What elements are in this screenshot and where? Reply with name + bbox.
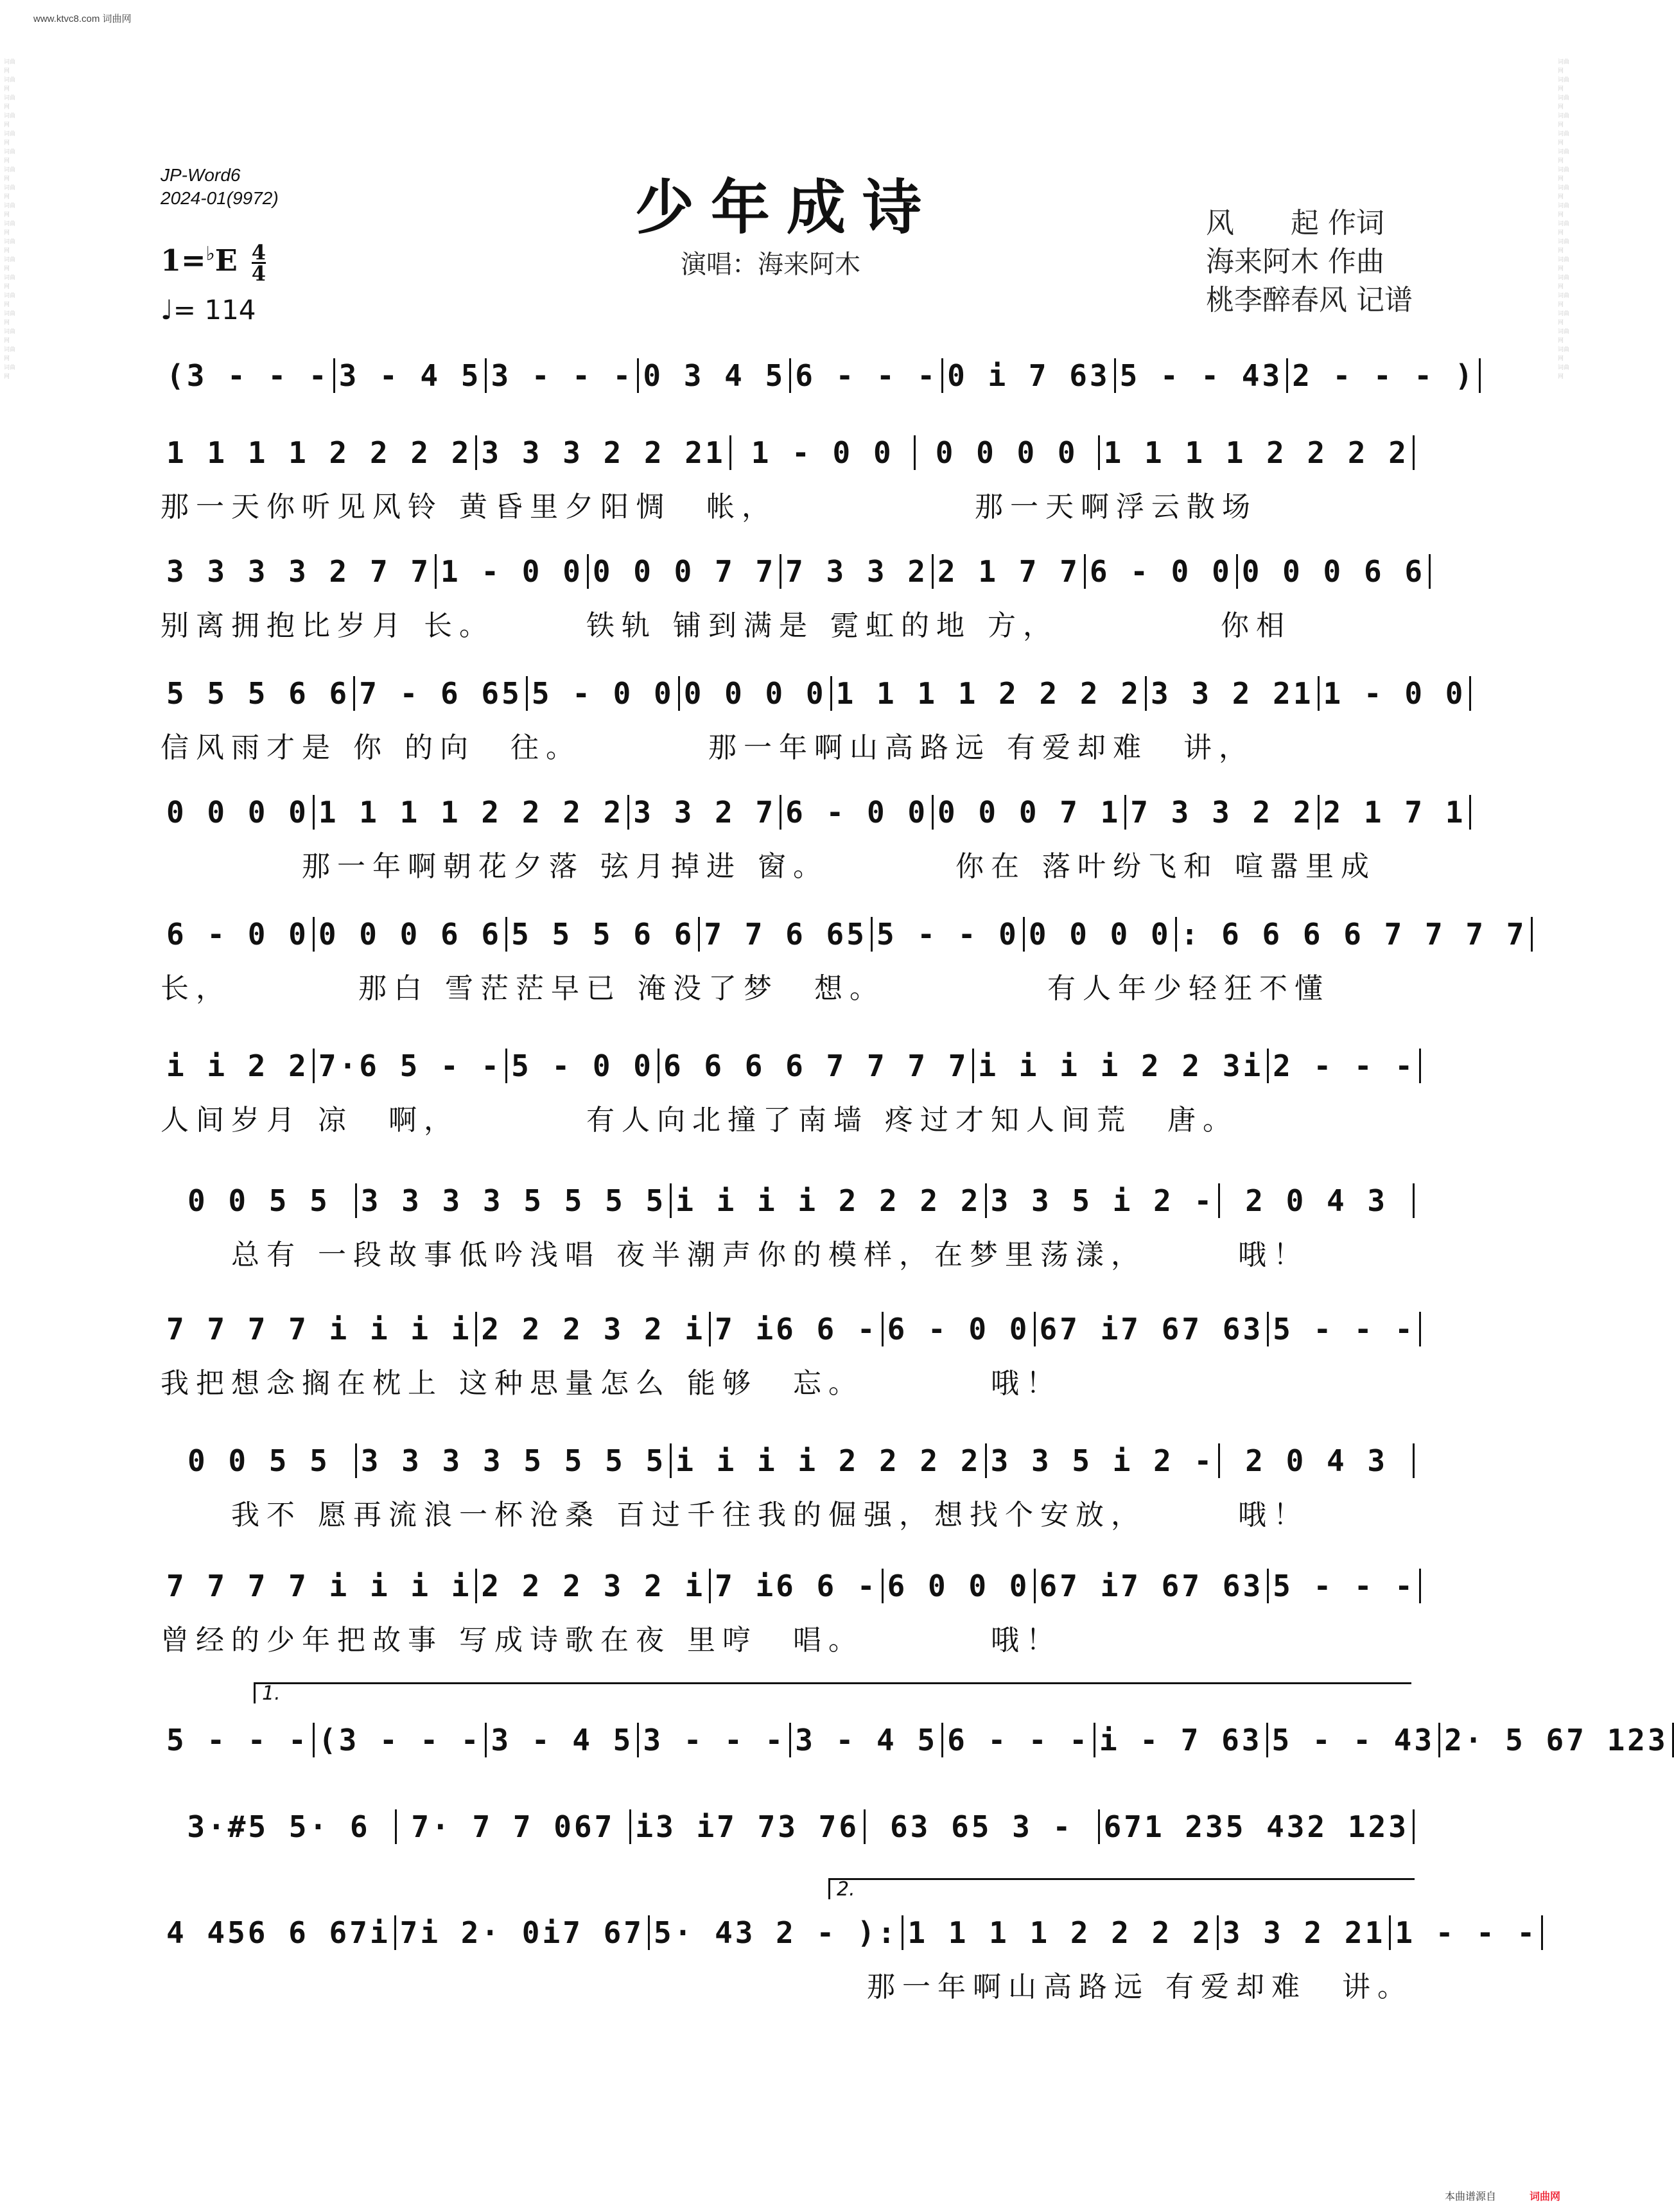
software-version: 2024-01(9972) — [161, 188, 279, 208]
measure: 6 - 0 0 — [781, 795, 934, 830]
key-signature — [161, 240, 266, 286]
flat-sign: ♭ — [205, 243, 215, 266]
notes-line — [161, 1567, 1415, 1605]
measure: 6 6 6 6 7 7 7 7 — [659, 1049, 974, 1083]
measure: 5 - - - — [1269, 1569, 1421, 1603]
measure: 2 1 7 7 — [934, 554, 1086, 589]
measure: 0 0 0 6 6 — [315, 917, 507, 952]
measure: 1 1 1 1 2 2 2 2 — [903, 1915, 1218, 1950]
measure: 6 - 0 0 — [162, 917, 315, 952]
measure: 5 - 0 0 — [528, 676, 680, 711]
composer-credit: 海来阿木 作曲 — [1206, 245, 1384, 278]
measure: 3 3 5 i 2 - — [987, 1443, 1221, 1478]
footer-source: 本曲谱源自 — [1444, 2190, 1496, 2202]
measure: 7 3 3 2 2 — [1126, 795, 1319, 830]
key-note: E — [214, 243, 238, 278]
measure: 7 7 7 7 i i i i — [162, 1312, 477, 1346]
lyric-line: 那一年啊朝花夕落 弦月掉进 窗。 你在 落叶纷飞和 喧嚣里成 — [161, 850, 1376, 883]
measure: 3 3 2 7 — [629, 795, 781, 830]
side-watermark-left: 词曲网 词曲网 词曲网 词曲网 词曲网 词曲网 词曲网 词曲网 词曲网 词曲网 词曲网 词曲网 词曲网 词曲网 词曲网 词曲网 词曲网 词曲网 — [4, 59, 16, 380]
lyricist-credit: 风 起 作词 — [1206, 207, 1384, 239]
measure: 2 - - - ) — [1288, 358, 1481, 393]
lyric-line: 信风雨才是 你 的向 往。 那一年啊山高路远 有爱却难 讲， — [161, 731, 1254, 764]
tempo-marking: ♩= 114 — [161, 294, 256, 326]
measure: 3 3 2 21 — [1147, 676, 1320, 711]
measure: 1 1 1 1 2 2 2 2 — [832, 676, 1147, 711]
measure: 3 3 2 21 — [1219, 1915, 1391, 1950]
measure: 5 - 0 0 — [507, 1049, 659, 1083]
measure: i i 2 2 — [162, 1049, 315, 1083]
singer: 演唱：海来阿木 — [681, 250, 860, 279]
measure: 2 1 7 1 — [1320, 795, 1472, 830]
notes-line — [161, 552, 1426, 591]
measure: 1 1 1 1 2 2 2 2 — [315, 795, 629, 830]
measure: 2· 5 67 123 — [1440, 1723, 1674, 1757]
footer-site: 词曲网 — [1529, 2190, 1560, 2202]
measure: 6 0 0 0 — [884, 1569, 1036, 1603]
measure: i3 i7 73 76 — [631, 1809, 866, 1844]
notes-line — [161, 793, 1466, 832]
measure: 2 0 4 3 — [1220, 1183, 1415, 1218]
measure: 5 - - - — [1269, 1312, 1421, 1346]
measure: 3 3 3 2 2 21 — [477, 435, 731, 470]
measure: 63 65 3 - — [866, 1809, 1100, 1844]
measure: 5 - - 43 — [1116, 358, 1289, 393]
measure: 6 - 0 0 — [1086, 554, 1238, 589]
measure: 67 i7 67 63 — [1036, 1312, 1269, 1346]
notes-line — [161, 1807, 1415, 1846]
measure: 3 - 4 5 — [487, 1723, 639, 1757]
notes-line — [161, 915, 1527, 954]
measure: 7 i6 6 - — [711, 1312, 884, 1346]
measure: 3 3 3 3 2 7 7 — [162, 554, 437, 589]
notes-line — [161, 674, 1466, 713]
measure: 6 - - - — [943, 1723, 1095, 1757]
measure: 7 - 6 65 — [355, 676, 528, 711]
measure: 671 235 432 123 — [1100, 1809, 1415, 1844]
lyric-line: 曾经的少年把故事 写成诗歌在夜 里哼 唱。 哦！ — [161, 1624, 1061, 1657]
measure: 5 - - 0 — [873, 917, 1025, 952]
measure: 0 0 0 0 — [680, 676, 832, 711]
measure: 6 - 0 0 — [884, 1312, 1036, 1346]
side-watermark-right: 词曲网 词曲网 词曲网 词曲网 词曲网 词曲网 词曲网 词曲网 词曲网 词曲网 词曲网 词曲网 词曲网 词曲网 词曲网 词曲网 词曲网 词曲网 — [1558, 59, 1570, 380]
measure: 7·6 5 - - — [315, 1049, 507, 1083]
time-bottom: 4 — [251, 261, 266, 286]
measure: (3 - - - — [162, 358, 335, 393]
measure: 1 - - - — [1391, 1915, 1543, 1950]
time-top: 4 — [251, 240, 266, 265]
lyric-line: 我把想念搁在枕上 这种思量怎么 能够 忘。 哦！ — [161, 1367, 1061, 1400]
lyric-line: 那一天你听见风铃 黄昏里夕阳惆 帐， 那一天啊浮云散场 — [161, 491, 1257, 523]
volta-first-ending: 1. — [254, 1682, 1411, 1703]
measure: 5 - - - — [162, 1723, 315, 1757]
key-label: 1= — [161, 243, 206, 278]
notes-line — [161, 1181, 1415, 1220]
software-name: JP-Word6 — [161, 165, 241, 185]
measure: 5· 43 2 - ): — [650, 1915, 903, 1950]
measure: 7 3 3 2 — [781, 554, 934, 589]
measure: 7 i6 6 - — [711, 1569, 884, 1603]
measure: 0 0 0 7 1 — [934, 795, 1126, 830]
measure: 5 5 5 6 6 — [162, 676, 355, 711]
lyric-line: 我不 愿再流浪一杯沧桑 百过千往我的倔强，想找个安放， 哦！ — [161, 1499, 1309, 1531]
measure: 3 - - - — [639, 1723, 791, 1757]
measure: i - 7 63 — [1095, 1723, 1268, 1757]
measure: 2 2 2 3 2 i — [477, 1312, 711, 1346]
lyric-line: 长， 那白 雪茫茫早已 淹没了梦 想。 有人年少轻狂不懂 — [161, 972, 1330, 1005]
time-signature — [251, 240, 266, 286]
measure: 2 - - - — [1269, 1049, 1421, 1083]
lyric-line: 人间岁月 凉 啊， 有人向北撞了南墙 疼过才知人间荒 唐。 — [161, 1104, 1238, 1136]
measure: 0 0 0 0 — [916, 435, 1100, 470]
notes-line — [161, 433, 1415, 472]
measure: 0 i 7 63 — [943, 358, 1116, 393]
measure: 0 0 0 7 7 — [589, 554, 781, 589]
measure: 0 0 0 0 — [162, 795, 315, 830]
measure: 5 5 5 6 6 — [507, 917, 700, 952]
measure: 3 3 3 3 5 5 5 5 — [357, 1183, 672, 1218]
measure: 1 - 0 0 — [1320, 676, 1472, 711]
notes-line — [161, 1441, 1415, 1480]
measure: 1 1 1 1 2 2 2 2 — [162, 435, 477, 470]
measure: : 6 6 6 6 7 7 7 7 — [1177, 917, 1533, 952]
transcriber-credit: 桃李醉春风 记谱 — [1206, 284, 1413, 317]
measure: 3 3 3 3 5 5 5 5 — [357, 1443, 672, 1478]
measure: 1 1 1 1 2 2 2 2 — [1100, 435, 1415, 470]
measure: i i i i 2 2 2 2 — [672, 1443, 986, 1478]
measure: 0 3 4 5 — [639, 358, 791, 393]
notes-line — [161, 356, 1476, 395]
measure: 3 3 5 i 2 - — [987, 1183, 1221, 1218]
measure: 7 7 6 65 — [700, 917, 873, 952]
measure: 0 0 0 6 6 — [1238, 554, 1431, 589]
notes-line — [161, 1047, 1415, 1085]
song-title: 少年成诗 — [634, 173, 938, 242]
measure: 0 0 0 0 — [1025, 917, 1177, 952]
measure: i i i i 2 2 2 2 — [672, 1183, 986, 1218]
volta-second-ending: 2. — [828, 1878, 1415, 1899]
measure: 7 7 7 7 i i i i — [162, 1569, 477, 1603]
measure: 3 - - - — [487, 358, 639, 393]
measure: 7i 2· 0i7 67 — [396, 1915, 650, 1950]
lyric-line: 总有 一段故事低吟浅唱 夜半潮声你的模样，在梦里荡漾， 哦！ — [161, 1239, 1309, 1271]
measure: 67 i7 67 63 — [1036, 1569, 1269, 1603]
measure: 3 - 4 5 — [791, 1723, 943, 1757]
measure: 5 - - 43 — [1268, 1723, 1441, 1757]
measure: 2 2 2 3 2 i — [477, 1569, 711, 1603]
credits — [1206, 204, 1413, 320]
measure: 7· 7 7 067 — [397, 1809, 631, 1844]
lyric-line: 别离拥抱比岁月 长。 铁轨 铺到满是 霓虹的地 方， 你相 — [161, 609, 1291, 642]
measure: i i i i 2 2 3i — [974, 1049, 1269, 1083]
site-watermark: www.ktvc8.com 词曲网 — [33, 13, 132, 24]
lyric-line: 那一年啊山高路远 有爱却难 讲。 — [161, 1971, 1413, 2003]
notes-line — [161, 1913, 1538, 1952]
measure: 3·#5 5· 6 — [162, 1809, 397, 1844]
measure: 6 - - - — [791, 358, 943, 393]
notes-line — [161, 1721, 1668, 1759]
notes-line — [161, 1310, 1415, 1348]
measure: 0 0 5 5 — [162, 1183, 357, 1218]
measure: 1 - 0 0 — [731, 435, 916, 470]
measure: 4 456 6 67i — [162, 1915, 396, 1950]
measure: 1 - 0 0 — [437, 554, 589, 589]
measure: 2 0 4 3 — [1220, 1443, 1415, 1478]
measure: 0 0 5 5 — [162, 1443, 357, 1478]
measure: (3 - - - — [315, 1723, 487, 1757]
measure: 3 - 4 5 — [335, 358, 487, 393]
